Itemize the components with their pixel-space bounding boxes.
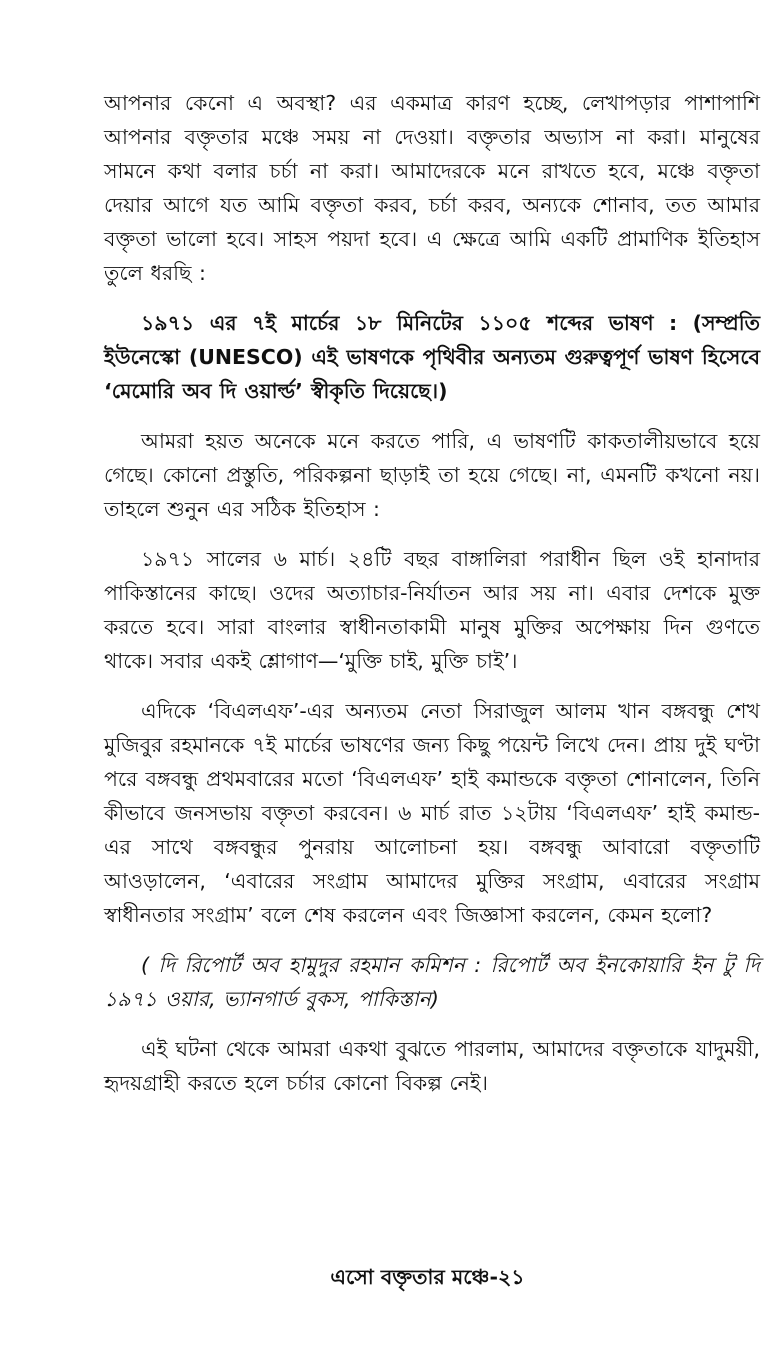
- paragraph-coincidence: আমরা হয়ত অনেকে মনে করতে পারি, এ ভাষণটি কাকতালীয়ভাবে হয়ে গেছে। কোনো প্রস্তুতি, পরিকল্পনা ছাড়াই তা হয়ে গেছে। না, এমনটি কখনো নয়। তাহলে শুনুন এর সঠিক ইতিহাস :: [104, 429, 760, 521]
- paragraph-speech-heading: ১৯৭১ এর ৭ই মার্চের ১৮ মিনিটের ১১০৫ শব্দের ভাষণ : (সম্প্রতি ইউনেস্কো (UNESCO) এই ভাষণকে পৃথিবীর অন্যতম গুরুত্বপূর্ণ ভাষণ হিসেবে ‘মেমোরি অব দি ওয়ার্ল্ড’ স্বীকৃতি দিয়েছে।): [104, 311, 760, 403]
- page-footer: [0, 1262, 783, 1292]
- paragraph-history: ১৯৭১ সালের ৬ মার্চ। ২৪টি বছর বাঙ্গালিরা পরাধীন ছিল ওই হানাদার পাকিস্তানের কাছে। ওদের অত্যাচার-নির্যাতন আর সয় না। এবার দেশকে মুক্ত করতে হবে। সারা বাংলার স্বাধীনতাকামী মানুষ মুক্তির অপেক্ষায় দিন গুণতে থাকে। সবার একই শ্লোগাণ—‘মুক্তি চাই, মুক্তি চাই’।: [104, 547, 760, 673]
- paragraph-blf: এদিকে ‘বিএলএফ’-এর অন্যতম নেতা সিরাজুল আলম খান বঙ্গবন্ধু শেখ মুজিবুর রহমানকে ৭ই মার্চের ভাষণের জন্য কিছু পয়েন্ট লিখে দেন। প্রায় দুই ঘণ্টা পরে বঙ্গবন্ধু প্রথমবারের মতো ‘বিএলএফ’ হাই কমান্ডকে বক্তৃতা শোনালেন, তিনি কীভাবে জনসভায় বক্তৃতা করবেন। ৬ মার্চ রাত ১২টায় ‘বিএলএফ’ হাই কমান্ড-এর সাথে বঙ্গবন্ধুর পুনরায় আলোচনা হয়। বঙ্গবন্ধু আবারো বক্তৃতাটি আওড়ালেন, ‘এবারের সংগ্রাম আমাদের মুক্তির সংগ্রাম, এবারের সংগ্রাম স্বাধীনতার সংগ্রাম’ বলে শেষ করলেন এবং জিজ্ঞাসা করলেন, কেমন হলো?: [104, 699, 760, 927]
- paragraph-citation: ( দি রিপোর্ট অব হামুদুর রহমান কমিশন : রিপোর্ট অব ইনকোয়ারি ইন টু দি ১৯৭১ ওয়ার, ভ্যানগার্ড বুকস, পাকিস্তান): [104, 953, 760, 1011]
- paragraph-conclusion: এই ঘটনা থেকে আমরা একথা বুঝতে পারলাম, আমাদের বক্তৃতাকে যাদুময়ী, হৃদয়গ্রাহী করতে হলে চর্চার কোনো বিকল্প নেই।: [104, 1037, 760, 1095]
- page-body: [104, 86, 760, 1116]
- paragraph-intro: আপনার কেনো এ অবস্থা? এর একমাত্র কারণ হচ্ছে, লেখাপড়ার পাশাপাশি আপনার বক্তৃতার মঞ্চে সময় না দেওয়া। বক্তৃতার অভ্যাস না করা। মানুষের সামনে কথা বলার চর্চা না করা। আমাদেরকে মনে রাখতে হবে, মঞ্চে বক্তৃতা দেয়ার আগে যত আমি বক্তৃতা করব, চর্চা করব, অন্যকে শোনাব, তত আমার বক্তৃতা ভালো হবে। সাহস পয়দা হবে। এ ক্ষেত্রে আমি একটি প্রামাণিক ইতিহাস তুলে ধরছি :: [104, 91, 760, 285]
- footer-page-number: এসো বক্তৃতার মঞ্চে-২১: [330, 1265, 525, 1289]
